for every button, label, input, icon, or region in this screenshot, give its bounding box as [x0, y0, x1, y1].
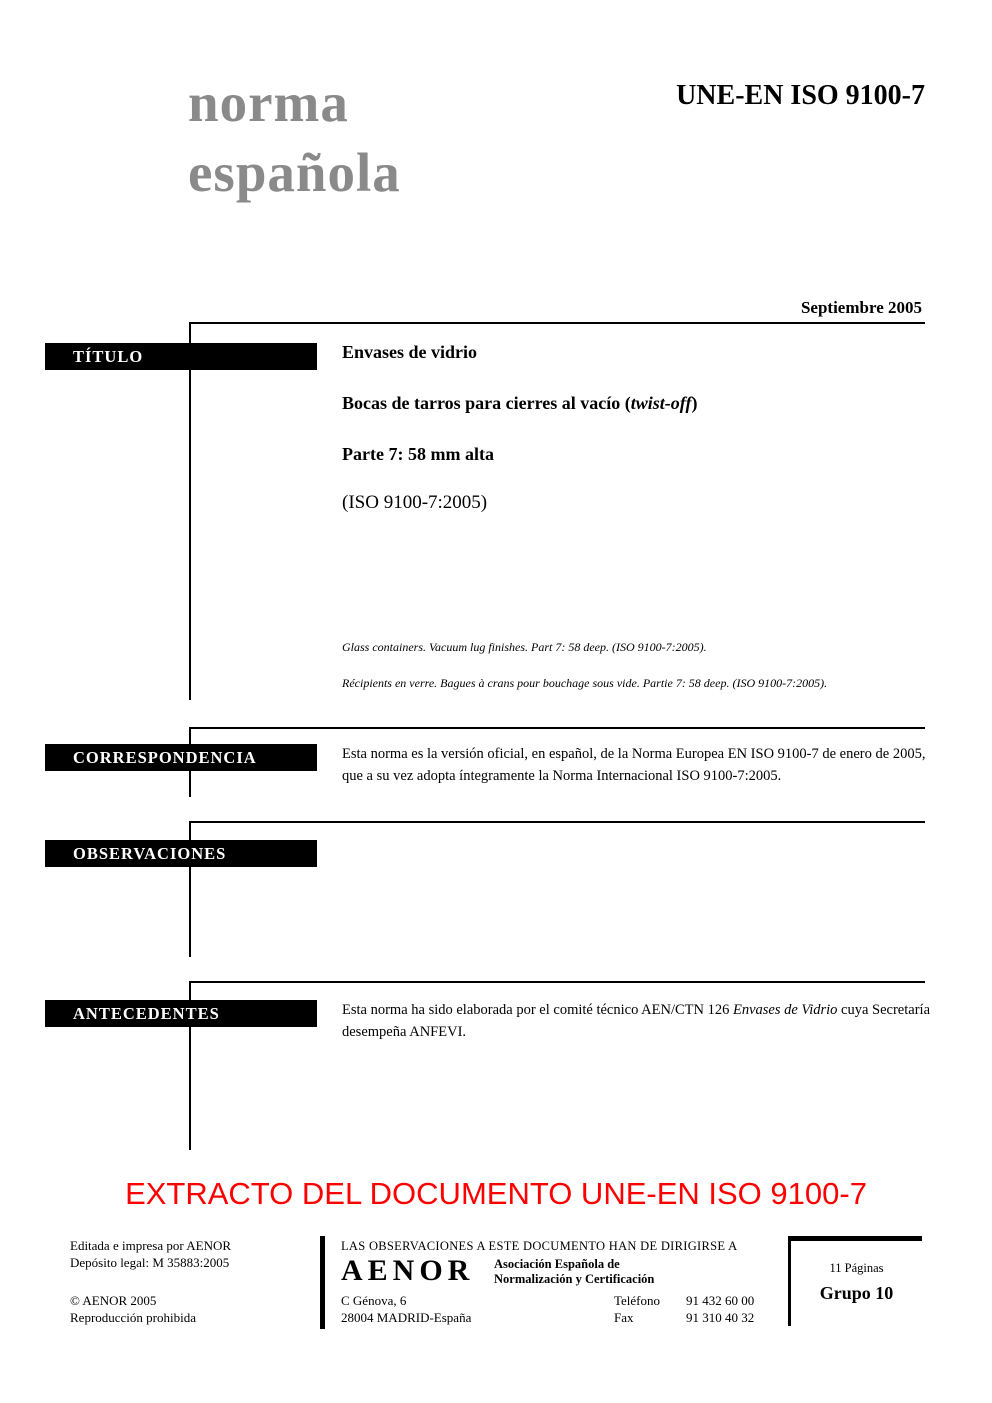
title-line-2-prefix: Bocas de tarros para cierres al vacío ( — [342, 393, 631, 413]
title-translation-french: Récipients en verre. Bagues à crans pour bouchage sous vide. Partie 7: 58 deep. (ISO 9100-7:2005). — [342, 676, 828, 690]
aenor-org-line-1: Asociación Española de — [494, 1257, 620, 1271]
footer-imprint — [70, 1238, 231, 1272]
footer-fax-number: 91 310 40 32 — [686, 1309, 755, 1325]
title-line-2-suffix: ) — [691, 393, 698, 413]
titulo-label — [45, 343, 317, 370]
antecedentes-top-rule — [189, 981, 925, 983]
footer-copyright-line: © AENOR 2005 — [70, 1293, 157, 1308]
footer-address — [341, 1293, 471, 1327]
footer-phone-label: Teléfono — [614, 1293, 661, 1308]
footer-phone-number: 91 432 60 00 — [686, 1293, 755, 1308]
brand-line-2: española — [188, 142, 401, 204]
observaciones-label — [45, 840, 317, 867]
title-line-3: Parte 7: 58 mm alta — [342, 444, 494, 464]
title-translation-english: Glass containers. Vacuum lug finishes. Part 7: 58 deep. (ISO 9100-7:2005). — [342, 640, 707, 654]
footer-address-line-2: 28004 MADRID-España — [341, 1309, 472, 1325]
aenor-org-name — [494, 1257, 654, 1287]
aenor-org-line-2: Normalización y Certificación — [494, 1272, 655, 1286]
titulo-top-rule — [189, 322, 925, 324]
title-line-2 — [342, 393, 697, 414]
brand-line-1: norma — [188, 72, 349, 133]
title-iso-reference: (ISO 9100-7:2005) — [342, 492, 488, 513]
antecedentes-text-italic: Envases de Vidrio — [732, 1002, 838, 1018]
footer-contact-values — [686, 1293, 754, 1327]
footer-reproduction-line: Reproducción prohibida — [70, 1309, 196, 1325]
footer-contact-labels — [614, 1293, 660, 1327]
footer-address-line-1: C Génova, 6 — [341, 1293, 407, 1308]
footer-divider-rule — [320, 1236, 325, 1329]
correspondencia-label — [45, 744, 317, 771]
title-line-2-italic: twist-off — [630, 393, 692, 413]
antecedentes-label — [45, 1000, 317, 1027]
extract-banner: EXTRACTO DEL DOCUMENTO UNE-EN ISO 9100-7 — [125, 1176, 867, 1211]
title-line-1: Envases de vidrio — [342, 342, 478, 362]
antecedentes-text-prefix: Esta norma ha sido elaborada por el comité técnico AEN/CTN 126 — [342, 1002, 733, 1018]
antecedentes-text-suffix: cuya Secretaría desempeña ANFEVI. — [342, 1002, 931, 1040]
antecedentes-text — [342, 1000, 930, 1044]
correspondencia-label-text: CORRESPONDENCIA — [73, 747, 257, 767]
correspondencia-text: Esta norma es la versión oficial, en español, de la Norma Europea EN ISO 9100-7 de enero de 2005, que a su vez adopta íntegramente la Norma Internacional ISO 9100-7:2005. — [342, 746, 926, 784]
footer-edit-line-1: Editada e impresa por AENOR — [70, 1238, 232, 1253]
correspondencia-top-rule — [189, 727, 925, 729]
footer-group-number: Grupo 10 — [819, 1283, 894, 1303]
footer-page-count: 11 Páginas — [829, 1261, 884, 1275]
footer-edit-line-2: Depósito legal: M 35883:2005 — [70, 1254, 230, 1270]
antecedentes-label-text: ANTECEDENTES — [73, 1003, 220, 1023]
footer-group-box — [788, 1236, 922, 1326]
document-code: UNE-EN ISO 9100-7 — [676, 80, 925, 111]
footer-fax-label: Fax — [614, 1309, 634, 1325]
observaciones-top-rule — [189, 821, 925, 823]
publication-date: Septiembre 2005 — [800, 298, 922, 317]
titulo-label-text: TÍTULO — [73, 346, 144, 366]
footer-notice: LAS OBSERVACIONES A ESTE DOCUMENTO HAN DE DIRIGIRSE A — [341, 1239, 738, 1253]
aenor-logo: AENOR — [341, 1254, 475, 1287]
titulo-left-rule — [189, 322, 191, 700]
observaciones-label-text: OBSERVACIONES — [73, 843, 227, 863]
footer-copyright — [70, 1293, 196, 1327]
brand-logotype — [188, 68, 401, 209]
